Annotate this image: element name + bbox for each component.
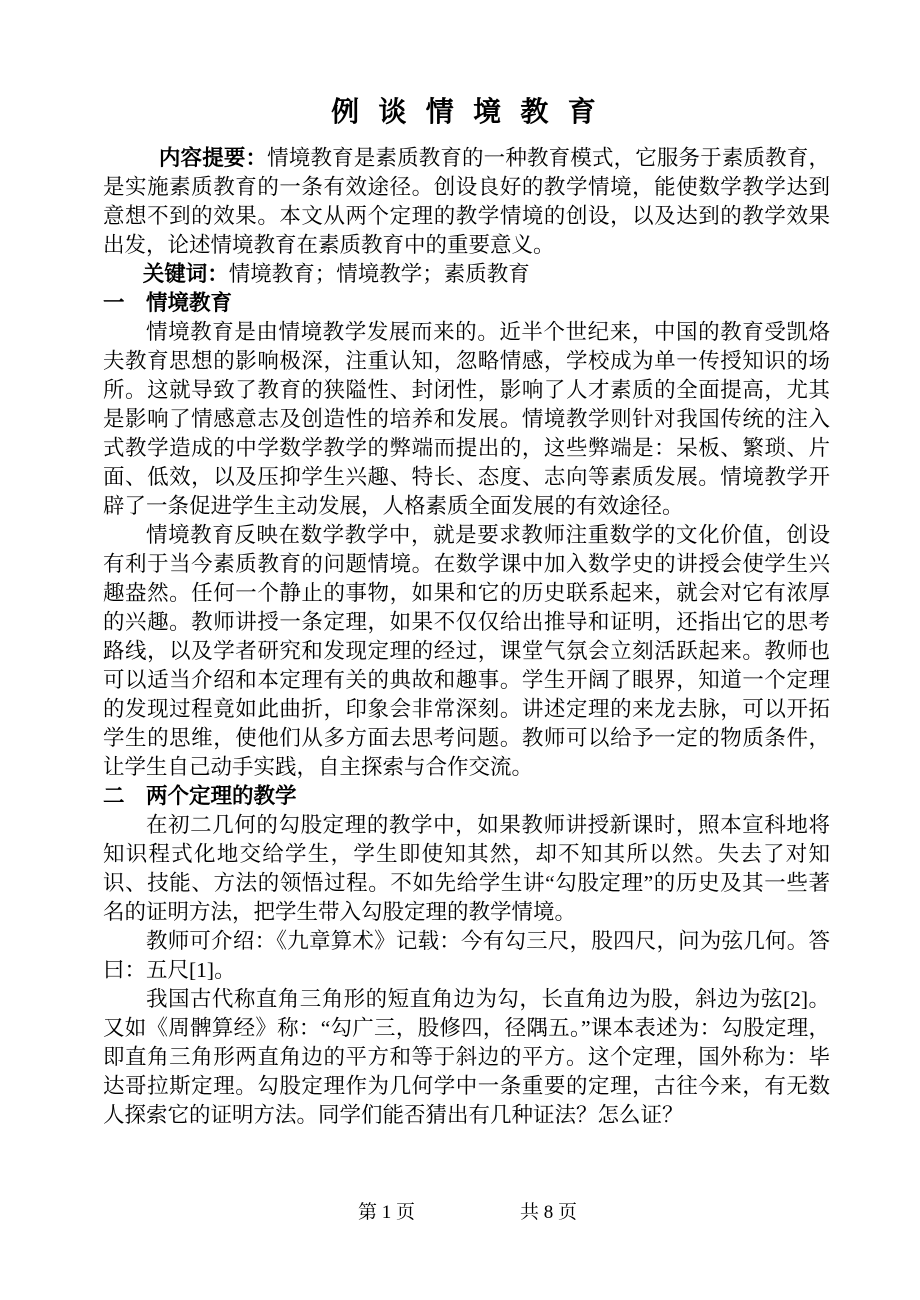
footer-page-number: 第 1 页 <box>358 1202 416 1223</box>
section-2-paragraph-2: 教师可介绍：《九章算术》记载：今有勾三尺，股四尺，问为弦几何。答曰：五尺[1]。 <box>103 929 830 982</box>
section-1-paragraph-1: 情境教育是由情境教学发展而来的。近半个世纪来，中国的教育受凯烙夫教育思想的影响极深，注重认知，忽略情感，学校成为单一传授知识的场所。这就导致了教育的狭隘性、封闭性，影响了人才素质的全面提高，尤其是影响了情感意志及创造性的培养和发展。情境教学则针对我国传统的注入式教学造成的中学数学教学的弊端而提出的，这些弊端是：呆板、繁琐、片面、低效，以及压抑学生兴趣、特长、态度、志向等素质发展。情境教学开辟了一条促进学生主动发展，人格素质全面发展的有效途径。 <box>103 320 830 518</box>
page-footer <box>0 1200 920 1230</box>
section-2-paragraph-1: 在初二几何的勾股定理的教学中，如果教师讲授新课时，照本宣科地将知识程式化地交给学生，学生即使知其然，却不知其所以然。失去了对知识、技能、方法的领悟过程。不如先给学生讲“勾股定理”的历史及其一些著名的证明方法，把学生带入勾股定理的教学情境。 <box>103 813 830 924</box>
abstract-paragraph <box>103 144 830 260</box>
footer-total-pages: 共 8 页 <box>520 1202 578 1223</box>
section-2-paragraph-3: 我国古代称直角三角形的短直角边为勾，长直角边为股，斜边为弦[2]。又如《周髀算经》称：“勾广三，股修四，径隅五。”课本表述为：勾股定理，即直角三角形两直角边的平方和等于斜边的平方。这个定理，国外称为：毕达哥拉斯定理。勾股定理作为几何学中一条重要的定理，古往今来，有无数人探索它的证明方法。同学们能否猜出有几种证法？怎么证？ <box>103 987 830 1127</box>
section-1-paragraph-2: 情境教育反映在数学教学中，就是要求教师注重数学的文化价值，创设有利于当今素质教育的问题情境。在数学课中加入数学史的讲授会使学生兴趣盎然。任何一个静止的事物，如果和它的历史联系起来，就会对它有浓厚的兴趣。教师讲授一条定理，如果不仅仅给出推导和证明，还指出它的思考路线，以及学者研究和发现定理的经过，课堂气氛会立刻活跃起来。教师也可以适当介绍和本定理有关的典故和趣事。学生开阔了眼界，知道一个定理的发现过程竟如此曲折，印象会非常深刻。讲述定理的来龙去脉，可以开拓学生的思维，使他们从多方面去思考问题。教师可以给予一定的物质条件，让学生自己动手实践，自主探索与合作交流。 <box>103 523 830 779</box>
document-title: 例 谈 情 境 教 育 <box>331 97 602 128</box>
abstract-label: 内容提要： <box>158 146 268 170</box>
section-1-heading: 一 情境教育 <box>103 291 233 315</box>
keywords-label: 关键词： <box>142 262 229 286</box>
document-body <box>103 144 830 1130</box>
keywords-text: 情境教育；情境教学；素质教育 <box>228 262 530 286</box>
keywords-line <box>103 260 830 289</box>
section-2-heading: 二 两个定理的教学 <box>103 784 297 808</box>
abstract-text: 情境教育是素质教育的一种教育模式，它服务于素质教育，是实施素质教育的一条有效途径。创设良好的教学情境，能使数学教学达到意想不到的效果。本文从两个定理的教学情境的创设，以及达到的教学效果出发，论述情境教育在素质教育中的重要意义。 <box>103 146 830 257</box>
